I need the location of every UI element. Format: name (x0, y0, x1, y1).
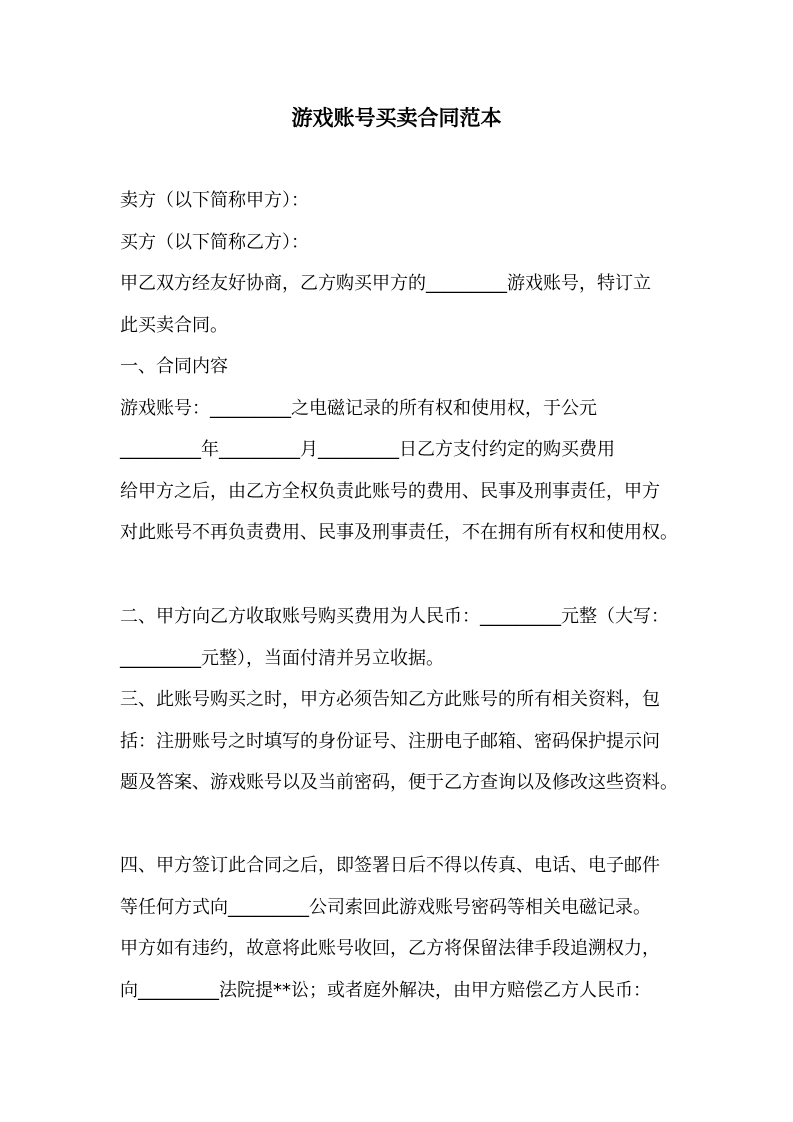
paragraph-line: 甲方如有违约，故意将此账号收回，乙方将保留法律手段追溯权力， (120, 938, 660, 959)
paragraph-line: 三、此账号购买之时，甲方必须告知乙方此账号的所有相关资料，包 (120, 689, 660, 710)
paragraph-line: 向_________法院提**讼；或者庭外解决，由甲方赔偿乙方人民币： (120, 980, 651, 1001)
seller-line: 卖方（以下简称甲方）： (120, 190, 309, 211)
document-title: 游戏账号买卖合同范本 (291, 106, 502, 130)
paragraph-line: _________元整），当面付清并另立收据。 (120, 648, 444, 669)
paragraph-line: 题及答案、游戏账号以及当前密码，便于乙方查询以及修改这些资料。 (120, 772, 678, 793)
paragraph-line: 对此账号不再负责费用、民事及刑事责任，不在拥有所有权和使用权。 (120, 522, 678, 543)
section-heading: 一、合同内容 (120, 356, 228, 377)
paragraph-line: _________年_________月_________日乙方支付约定的购买费用 (120, 439, 615, 460)
paragraph-line: 给甲方之后，由乙方全权负责此账号的费用、民事及刑事责任，甲方 (120, 481, 660, 502)
paragraph-line: 四、甲方签订此合同之后，即签署日后不得以传真、电话、电子邮件 (120, 855, 660, 876)
paragraph-line: 二、甲方向乙方收取账号购买费用为人民币：_________元整（大写： (120, 606, 669, 627)
paragraph-line: 等任何方式向_________公司索回此游戏账号密码等相关电磁记录。 (120, 897, 651, 918)
paragraph-line: 此买卖合同。 (120, 315, 228, 336)
paragraph-line: 甲乙双方经友好协商，乙方购买甲方的_________游戏账号，特订立 (120, 273, 651, 294)
buyer-line: 买方（以下简称乙方）： (120, 232, 309, 253)
paragraph-line: 括：注册账号之时填写的身份证号、注册电子邮箱、密码保护提示问 (120, 731, 660, 752)
paragraph-line: 游戏账号：_________之电磁记录的所有权和使用权，于公元 (120, 398, 597, 419)
